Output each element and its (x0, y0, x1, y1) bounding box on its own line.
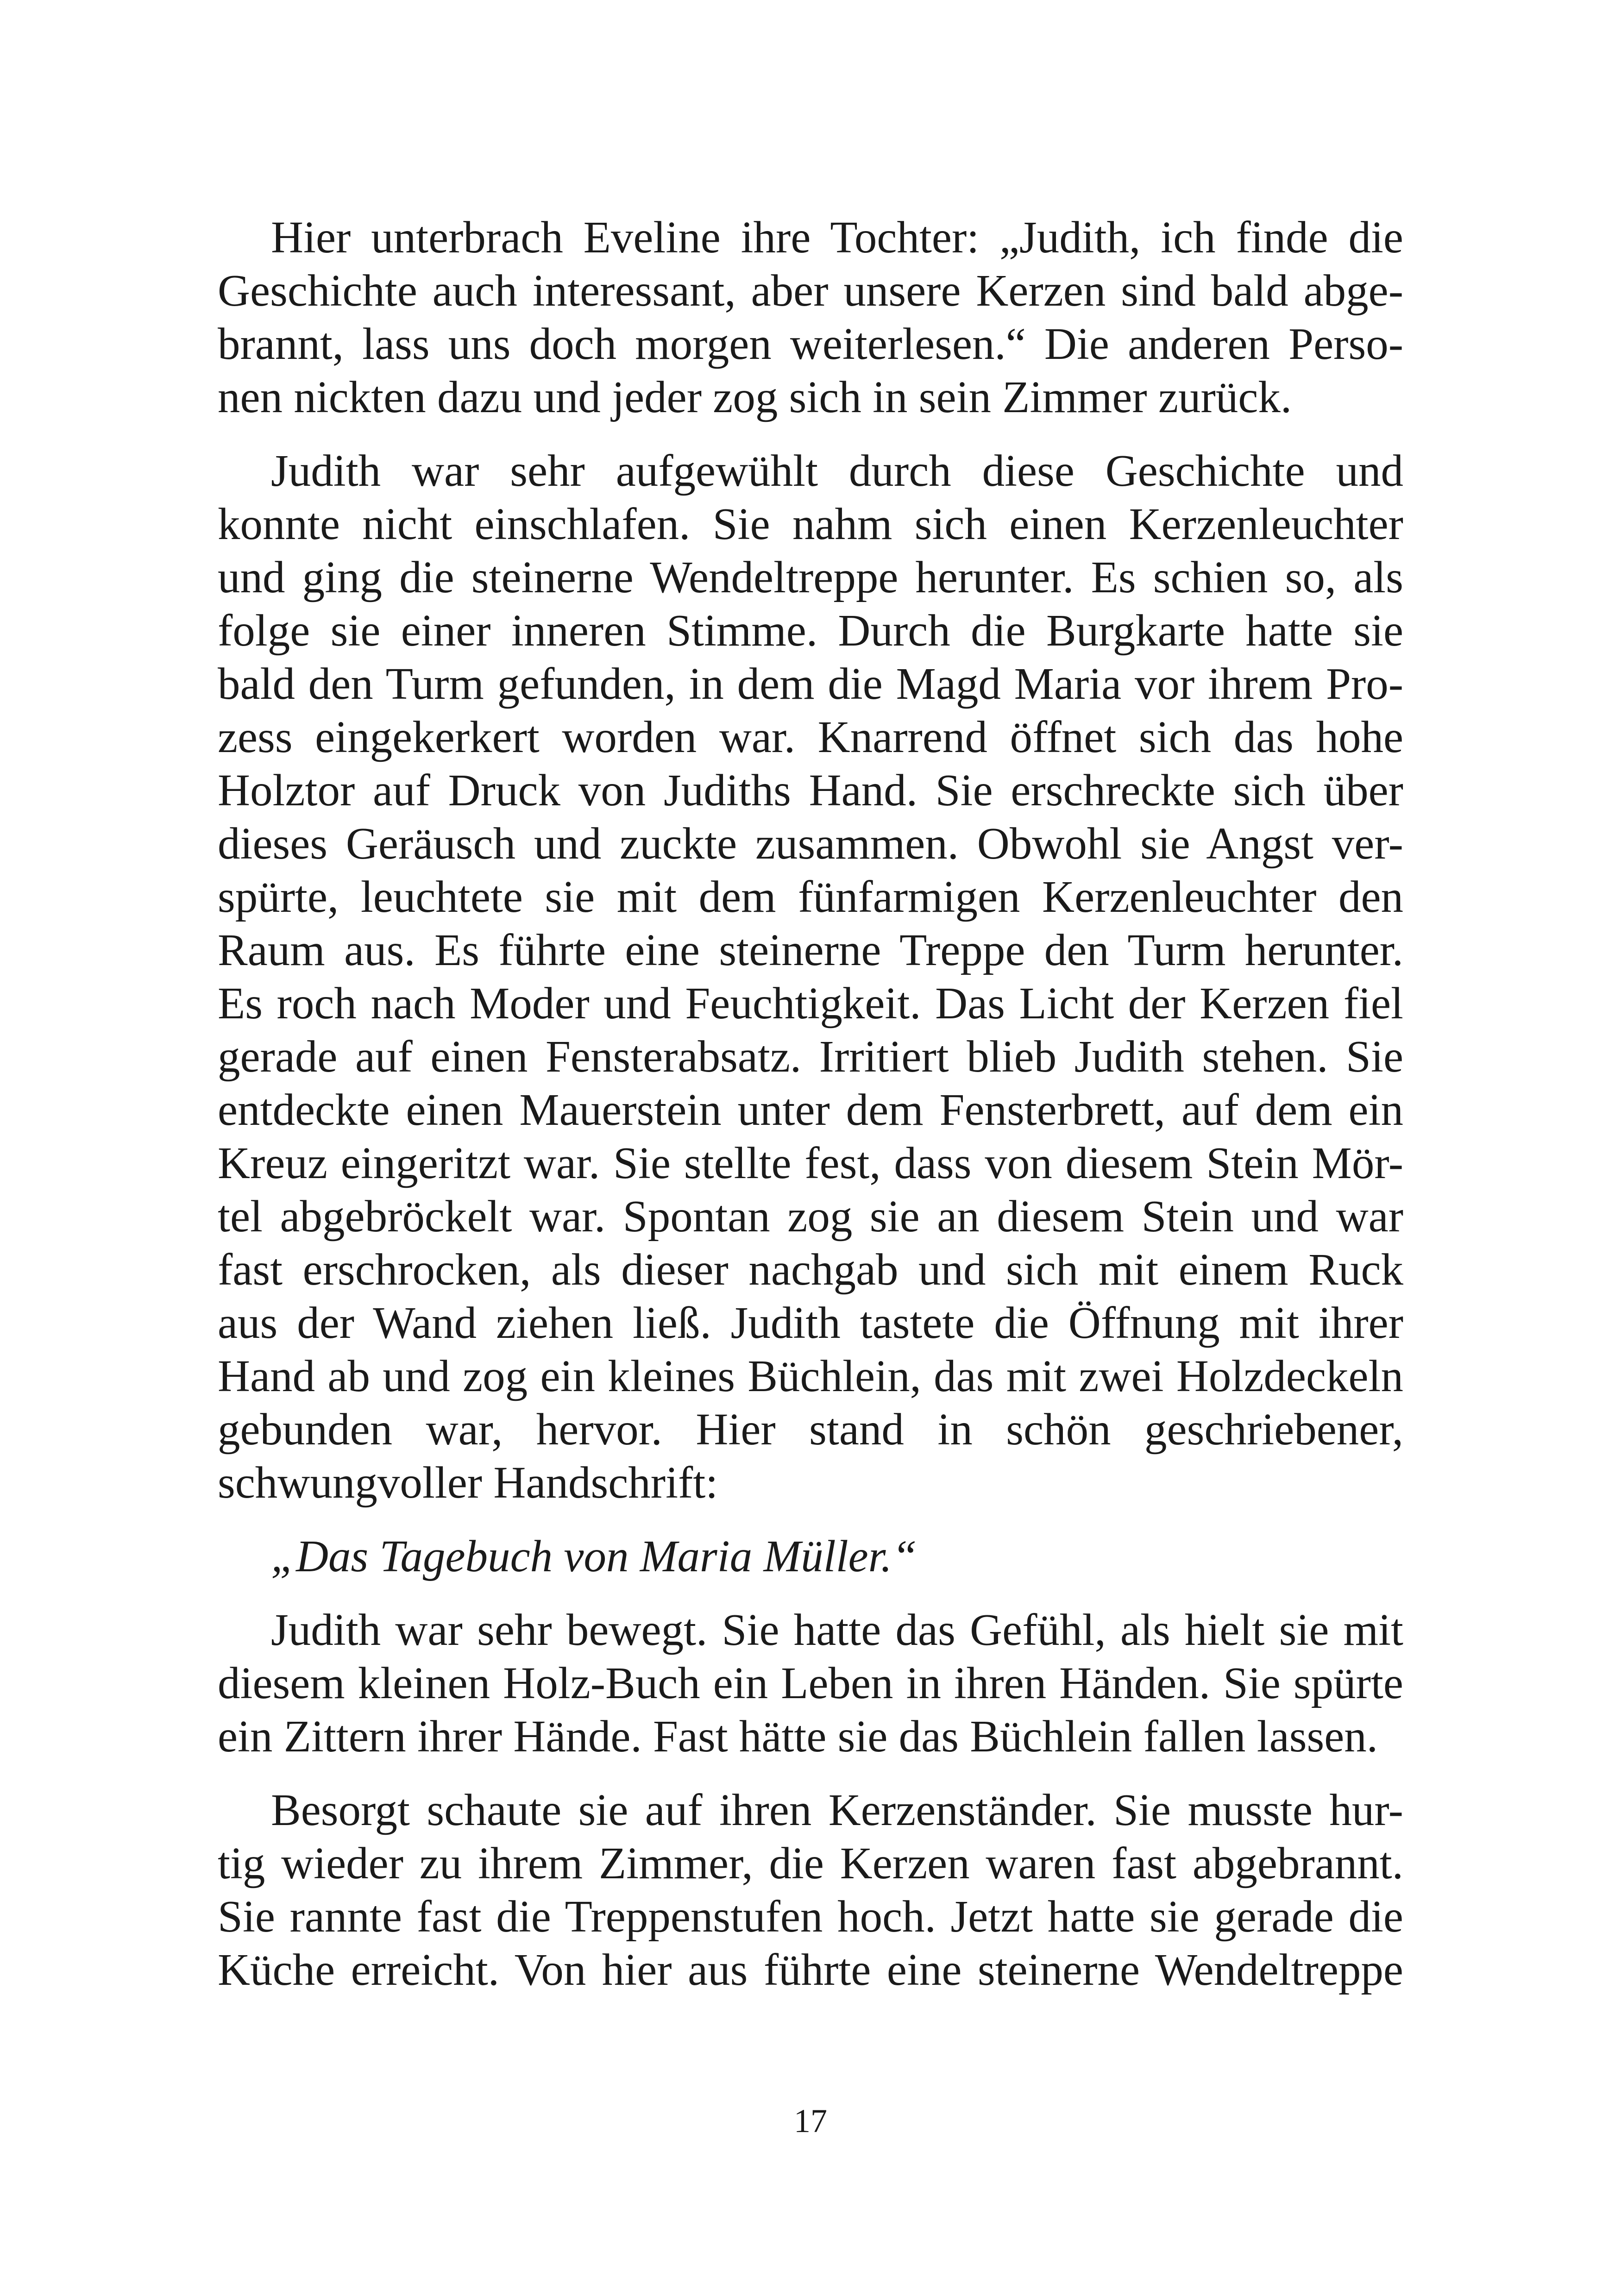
text-line: Kreuz eingeritzt war. Sie stellte fest, dass von diesem Stein Mör- (218, 1138, 1403, 1188)
text-line: bald den Turm gefunden, in dem die Magd Maria vor ihrem Pro- (218, 659, 1403, 709)
text-line: tel abgebröckelt war. Spontan zog sie an diesem Stein und war (218, 1192, 1403, 1241)
diary-title-quote (218, 1530, 1403, 1583)
text-line: Besorgt schaute sie auf ihren Kerzenständer. Sie musste hur- (271, 1785, 1403, 1835)
text-line: Es roch nach Moder und Feuchtigkeit. Das Licht der Kerzen fiel (218, 979, 1403, 1028)
text-line: gebunden war, hervor. Hier stand in schön geschriebener, (218, 1405, 1403, 1454)
body-text (218, 211, 1403, 2017)
paragraph-3 (218, 1603, 1403, 1763)
text-line: folge sie einer inneren Stimme. Durch die Burgkarte hatte sie (218, 606, 1403, 655)
text-line: Judith war sehr bewegt. Sie hatte das Gefühl, als hielt sie mit (271, 1605, 1403, 1655)
text-line: spürte, leuchtete sie mit dem fünfarmigen Kerzenleuchter den (218, 872, 1403, 922)
text-line: Küche erreicht. Von hier aus führte eine steinerne Wendeltreppe (218, 1945, 1403, 1995)
text-line: Hier unterbrach Eveline ihre Tochter: „Judith, ich finde die (271, 213, 1403, 262)
text-line: gerade auf einen Fensterabsatz. Irritiert blieb Judith stehen. Sie (218, 1032, 1403, 1081)
text-line: Holztor auf Druck von Judiths Hand. Sie erschreckte sich über (218, 765, 1403, 815)
text-line: konnte nicht einschlafen. Sie nahm sich einen Kerzenleuchter (218, 499, 1403, 549)
text-line: und ging die steinerne Wendeltreppe herunter. Es schien so, als (218, 552, 1403, 602)
text-line: schwungvoller Handschrift: (218, 1458, 718, 1507)
text-line: nen nickten dazu und jeder zog sich in sein Zimmer zurück. (218, 372, 1292, 422)
text-line: fast erschrocken, als dieser nachgab und sich mit einem Ruck (218, 1245, 1403, 1294)
text-line: brannt, lass uns doch morgen weiterlesen.“ Die anderen Perso- (218, 319, 1403, 369)
text-line: zess eingekerkert worden war. Knarrend öffnet sich das hohe (218, 712, 1403, 762)
text-line: Geschichte auch interessant, aber unsere Kerzen sind bald abge- (218, 266, 1403, 315)
text-line: Raum aus. Es führte eine steinerne Treppe den Turm herunter. (218, 925, 1403, 975)
page-number: 17 (794, 2102, 827, 2139)
paragraph-2 (218, 444, 1403, 1509)
text-line: tig wieder zu ihrem Zimmer, die Kerzen waren fast abgebrannt. (218, 1838, 1403, 1888)
text-line: ein Zittern ihrer Hände. Fast hätte sie das Büchlein fallen lassen. (218, 1712, 1378, 1761)
text-line: diesem kleinen Holz-Buch ein Leben in ihren Händen. Sie spürte (218, 1658, 1403, 1708)
paragraph-4 (218, 1783, 1403, 1996)
text-line: Sie rannte fast die Treppenstufen hoch. Jetzt hatte sie gerade die (218, 1892, 1403, 1941)
text-line: dieses Geräusch und zuckte zusammen. Obwohl sie Angst ver- (218, 819, 1403, 868)
text-line: Judith war sehr aufgewühlt durch diese Geschichte und (271, 446, 1403, 496)
paragraph-1 (218, 211, 1403, 424)
text-line: entdeckte einen Mauerstein unter dem Fensterbrett, auf dem ein (218, 1085, 1403, 1135)
italic-quote-line: „Das Tagebuch von Maria Müller.“ (271, 1531, 917, 1581)
text-line: aus der Wand ziehen ließ. Judith tastete die Öffnung mit ihrer (218, 1298, 1403, 1348)
text-line: Hand ab und zog ein kleines Büchlein, das mit zwei Holzdeckeln (218, 1351, 1403, 1401)
